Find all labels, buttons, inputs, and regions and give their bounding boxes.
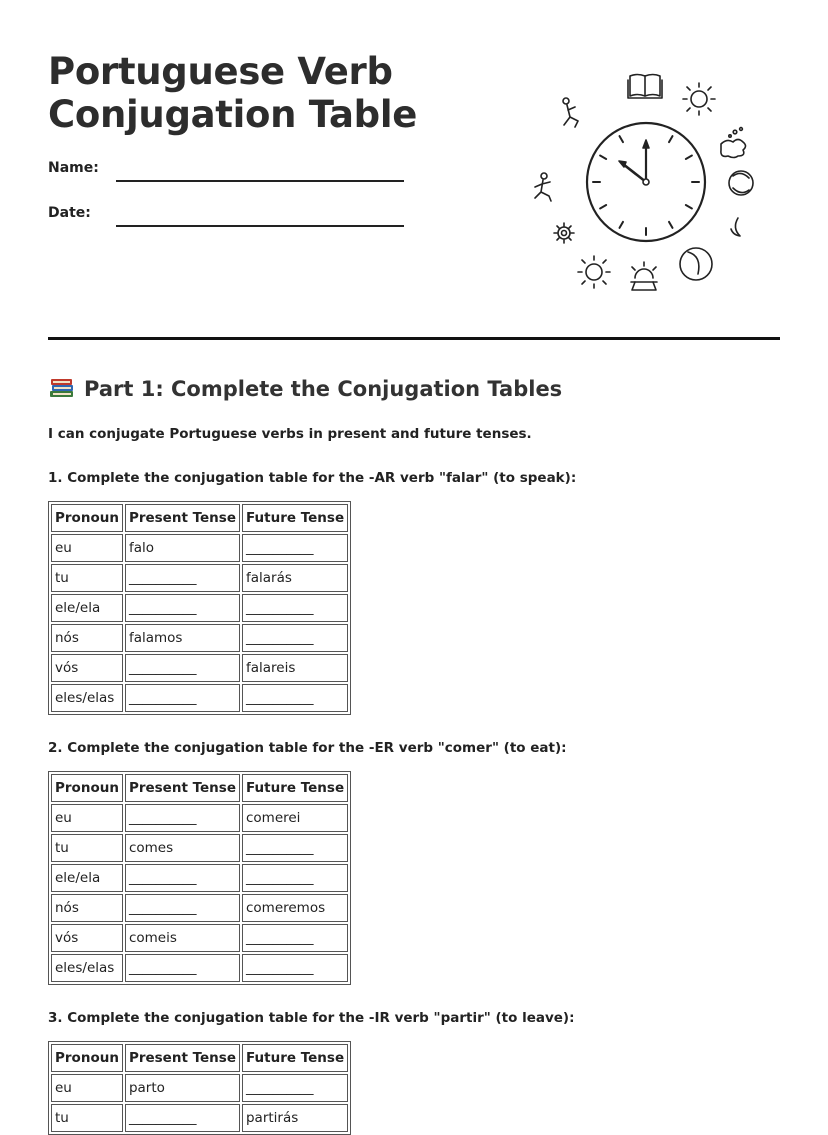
table-row	[51, 654, 348, 682]
cycle-arrows-icon	[729, 171, 753, 195]
answer-blank-cell[interactable]: __________	[242, 954, 348, 982]
table-header-row	[51, 774, 348, 802]
pronoun-cell: eu	[51, 534, 123, 562]
pronoun-cell: ele/ela	[51, 864, 123, 892]
table-row	[51, 534, 348, 562]
learning-objective: I can conjugate Portuguese verbs in present and future tenses.	[48, 426, 532, 442]
title-line-2: Conjugation Table	[48, 93, 418, 136]
sun-rising-icon	[578, 256, 610, 288]
column-header: Pronoun	[51, 774, 123, 802]
pronoun-cell: tu	[51, 564, 123, 592]
conjugation-cell: comerei	[242, 804, 348, 832]
moon-crescent-small-icon	[731, 218, 740, 236]
answer-blank-cell[interactable]: __________	[125, 594, 240, 622]
table-row	[51, 804, 348, 832]
pronoun-cell: tu	[51, 1104, 123, 1132]
answer-blank-cell[interactable]: __________	[242, 534, 348, 562]
table-row	[51, 894, 348, 922]
pronoun-cell: eles/elas	[51, 684, 123, 712]
pronoun-cell: eu	[51, 1074, 123, 1102]
answer-blank-cell[interactable]: __________	[125, 684, 240, 712]
column-header: Pronoun	[51, 504, 123, 532]
daily-routine-clock-illustration	[528, 66, 758, 296]
gear-icon	[554, 223, 574, 243]
table-row	[51, 924, 348, 952]
sunset-icon	[631, 262, 657, 290]
table-row	[51, 624, 348, 652]
cloud-swirl-icon	[721, 128, 746, 158]
answer-blank-cell[interactable]: __________	[242, 834, 348, 862]
pronoun-cell: eu	[51, 804, 123, 832]
conjugation-cell: partirás	[242, 1104, 348, 1132]
pronoun-cell: nós	[51, 624, 123, 652]
answer-blank-cell[interactable]: __________	[242, 1074, 348, 1102]
conjugation-cell: comeremos	[242, 894, 348, 922]
table-header-row	[51, 504, 348, 532]
conjugation-cell: falamos	[125, 624, 240, 652]
table-2-prompt: 2. Complete the conjugation table for the -ER verb "comer" (to eat):	[48, 740, 567, 756]
table-row	[51, 594, 348, 622]
part-1-title: Part 1: Complete the Conjugation Tables	[84, 377, 563, 401]
moon-icon	[680, 248, 712, 280]
column-header: Future Tense	[242, 774, 348, 802]
pronoun-cell: eles/elas	[51, 954, 123, 982]
table-row	[51, 1104, 348, 1132]
date-label: Date:	[48, 205, 91, 221]
table-header-row	[51, 1044, 348, 1072]
table-row	[51, 834, 348, 862]
answer-blank-cell[interactable]: __________	[125, 564, 240, 592]
runner-icon	[535, 173, 551, 201]
pronoun-cell: nós	[51, 894, 123, 922]
table-3-prompt: 3. Complete the conjugation table for the -IR verb "partir" (to leave):	[48, 1010, 575, 1026]
answer-blank-cell[interactable]: __________	[242, 684, 348, 712]
column-header: Present Tense	[125, 504, 240, 532]
name-label: Name:	[48, 160, 99, 176]
answer-blank-cell[interactable]: __________	[242, 624, 348, 652]
pronoun-cell: vós	[51, 924, 123, 952]
answer-blank-cell[interactable]: __________	[125, 894, 240, 922]
answer-blank-cell[interactable]: __________	[125, 1104, 240, 1132]
answer-blank-cell[interactable]: __________	[242, 594, 348, 622]
conjugation-cell: falo	[125, 534, 240, 562]
section-divider	[48, 337, 780, 340]
column-header: Present Tense	[125, 774, 240, 802]
answer-blank-cell[interactable]: __________	[242, 864, 348, 892]
pronoun-cell: ele/ela	[51, 594, 123, 622]
title-line-1: Portuguese Verb	[48, 50, 393, 93]
answer-blank-cell[interactable]: __________	[242, 924, 348, 952]
conjugation-cell: falareis	[242, 654, 348, 682]
pronoun-cell: tu	[51, 834, 123, 862]
name-blank-line[interactable]	[116, 180, 404, 182]
answer-blank-cell[interactable]: __________	[125, 954, 240, 982]
conjugation-table-comer	[48, 771, 351, 985]
date-blank-line[interactable]	[116, 225, 404, 227]
conjugation-cell: parto	[125, 1074, 240, 1102]
books-icon	[48, 374, 76, 400]
table-row	[51, 564, 348, 592]
open-book-icon	[628, 75, 662, 99]
pronoun-cell: vós	[51, 654, 123, 682]
conjugation-cell: falarás	[242, 564, 348, 592]
table-1-prompt: 1. Complete the conjugation table for the -AR verb "falar" (to speak):	[48, 470, 577, 486]
conjugation-cell: comeis	[125, 924, 240, 952]
conjugation-table-falar	[48, 501, 351, 715]
column-header: Future Tense	[242, 504, 348, 532]
table-row	[51, 1074, 348, 1102]
conjugation-table-partir	[48, 1041, 351, 1135]
clock-icon	[587, 123, 705, 241]
worksheet-title	[48, 50, 417, 136]
part-1-heading	[48, 374, 562, 401]
column-header: Present Tense	[125, 1044, 240, 1072]
conjugation-cell: comes	[125, 834, 240, 862]
stretching-person-icon	[563, 98, 578, 127]
answer-blank-cell[interactable]: __________	[125, 654, 240, 682]
table-row	[51, 684, 348, 712]
column-header: Future Tense	[242, 1044, 348, 1072]
table-row	[51, 954, 348, 982]
answer-blank-cell[interactable]: __________	[125, 804, 240, 832]
table-row	[51, 864, 348, 892]
column-header: Pronoun	[51, 1044, 123, 1072]
sun-icon	[683, 83, 715, 115]
answer-blank-cell[interactable]: __________	[125, 864, 240, 892]
